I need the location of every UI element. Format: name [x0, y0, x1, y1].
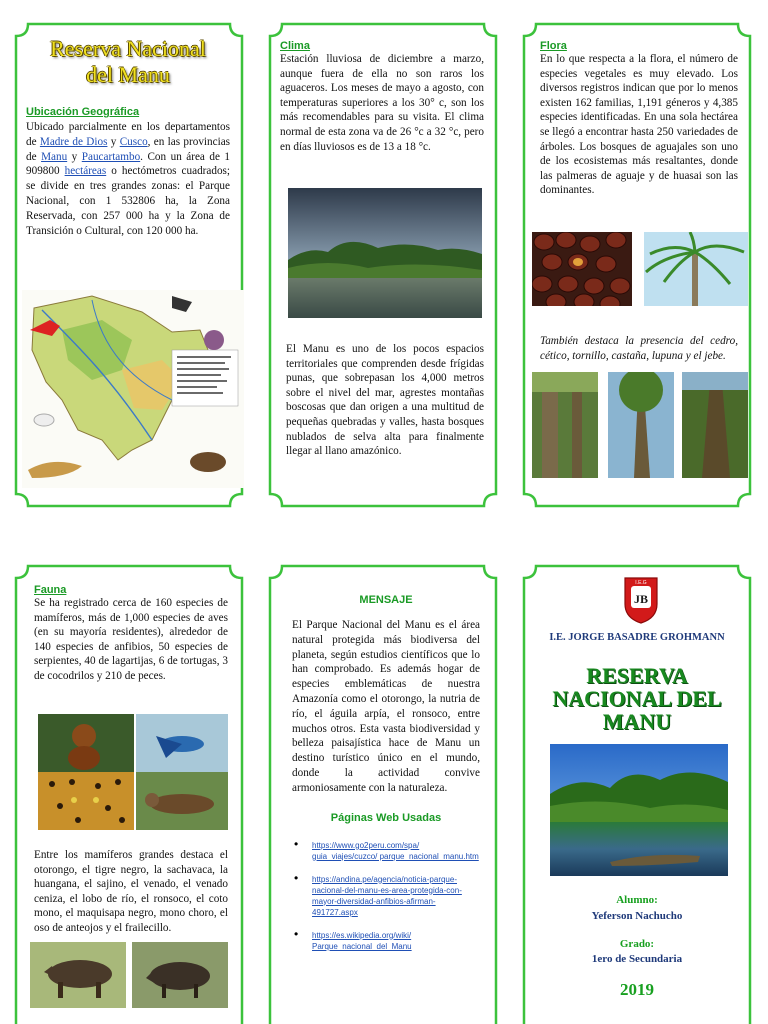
peccary-image: [132, 942, 228, 1008]
tree-trunk-image-3: [682, 372, 748, 478]
tree-trunk-image-1: [532, 372, 598, 478]
aguaje-fruit-image: [532, 232, 632, 306]
school-logo: [623, 574, 659, 624]
list-item: [292, 840, 480, 862]
cover-title: RESERVA NACIONAL DEL MANU: [552, 663, 722, 734]
year: 2019: [620, 980, 654, 999]
mensaje-heading: MENSAJE: [359, 594, 413, 606]
link-wikipedia[interactable]: https://es.wikipedia.org/wiki/ Parque_nacional_del_Manu: [312, 930, 412, 951]
river-landscape-image: [288, 188, 482, 318]
link-madre-de-dios[interactable]: Madre de Dios: [39, 135, 108, 148]
fauna-text: Se ha registrado cerca de 160 especies de mamíferos, más de 1,000 especies de aves (en su mayoría residentes), alrededor de 140 especies de anfibios, 50 especies de serpientes, 40 de lagartijas, 6 de tortugas, 3 de cocodrilos y 210 de peces.: [34, 597, 228, 682]
flora-heading: Flora: [540, 40, 567, 52]
grado-value: 1ero de Secundaria: [591, 953, 683, 965]
link-paucartambo[interactable]: Paucartambo: [81, 150, 141, 163]
mamiferos-text: Entre los mamíferos grandes destaca el otorongo, el tigre negro, la sachavaca, la huangana, el sajino, el venado, el venado ceniza, el lobo de río, el ronsoco, el coto mono, el maquisapa negro, mono choro, el oso de anteojos y el frailecillo.: [34, 849, 228, 934]
jaguar-image: [38, 772, 134, 830]
school-name: I.E. JORGE BASADRE GROHMANN: [549, 632, 725, 643]
panel-title: Reserva Nacional del Manu: [50, 36, 206, 87]
tapir-image: [30, 942, 126, 1008]
clima-text: Estación lluviosa de diciembre a marzo, aunque fuera de ella no son raros los aguaceros. Los meses de mayo a agosto, con temperaturas superiores a los 30° c, son los más recomendables para su visita. El clima normal de esta zona va de 26 °c a 32 °c, pero en días lluviosos es de 13 a 18 °c.: [280, 53, 484, 153]
fauna-heading: Fauna: [34, 584, 67, 596]
links-heading: Páginas Web Usadas: [330, 811, 442, 824]
link-manu[interactable]: Manu: [41, 150, 68, 163]
panel-clima: [268, 22, 498, 508]
cover-river-image: [550, 744, 728, 876]
grado-label: Grado:: [619, 938, 655, 950]
arboles-text: También destaca la presencia del cedro, cético, tornillo, castaña, lupuna y el jebe.: [540, 335, 738, 362]
palm-tree-image: [644, 232, 748, 306]
ubicacion-text: Ubicado parcialmente en los departamentos de Madre de Dios y Cusco, en las provincias de Manu y Paucartambo. Con un área de 1 909800 hectáreas o hectómetros cuadrados; se divide en tres grandes zonas: el Parque Nacional, con 1 532806 ha, la Zona Reservada, con 257 000 ha y la Zona de Transición o Cultural, con 120 000 ha.: [26, 121, 230, 237]
alumno-label: Alumno:: [616, 894, 658, 906]
alumno-name: Yeferson Nachucho: [591, 910, 683, 922]
link-go2peru[interactable]: https://www.go2peru.com/spa/ guia_viajes/cuzco/ parque_nacional_manu.htm: [312, 840, 479, 861]
tree-trunk-image-2: [608, 372, 674, 478]
list-item: [292, 930, 480, 952]
svg-text:JB: JB: [633, 592, 649, 606]
links-list: [292, 840, 480, 952]
manu-map-image: [22, 290, 244, 488]
otter-image: [136, 772, 228, 830]
svg-text:I.E.G: I.E.G: [635, 580, 647, 586]
link-cusco[interactable]: Cusco: [119, 135, 148, 148]
mensaje-text: El Parque Nacional del Manu es el área natural protegida más biodiversa del planeta, según estudios científicos que lo han comprobado. Es además hogar de especies emblemáticas de nuestra Amazonía como el otorongo, la nutria de río, el águila arpía, el ronsoco, entre muchos otros. Esta vasta biodiversidad y belleza paisajística hace de Manu un destino turístico único en el mundo, donde la actividad convive armoniosamente con la naturaleza.: [292, 619, 480, 794]
list-item: [292, 874, 480, 918]
clima-heading: Clima: [280, 40, 310, 52]
bird-image: [136, 714, 228, 772]
panel-mensaje: [268, 564, 498, 1024]
panel-ubicacion: [14, 22, 244, 508]
panel-fauna: [14, 564, 244, 1024]
paisaje-text: El Manu es uno de los pocos espacios territoriales que comprenden desde frígidas punas, que sobrepasan los 4,000 metros sobre el nivel del mar, agrestes montañas boscosas que dan origen a una multitud de pequeñas quebradas y valles, hasta bosques nublados de selva alta para finalmente llegar al llano amazónico.: [286, 343, 484, 458]
panel-flora: [522, 22, 752, 508]
flora-text: En lo que respecta a la flora, el número de especies vegetales es muy elevado. Los diversos registros indican que por lo menos existen 162 familias, 1,191 géneros y 4,385 especies identificadas. En una sola hectárea se llegó a encontrar hasta 250 variedades de árboles. Los bosques de aguajales son uno de los ecosistemas más resaltantes, donde las palmeras de aguaje y de huasai son las dominantes.: [540, 53, 738, 197]
panel-portada: [522, 564, 752, 1024]
link-andina[interactable]: https://andina.pe/agencia/noticia-parque-nacional-del-manu-es-area-protegida-con-mayor-diversidad-anfibios-afirman-491727.aspx: [312, 874, 462, 917]
link-hectareas[interactable]: hectáreas: [64, 165, 107, 178]
monkey-image: [38, 714, 134, 772]
ubicacion-heading: Ubicación Geográfica: [26, 106, 140, 118]
